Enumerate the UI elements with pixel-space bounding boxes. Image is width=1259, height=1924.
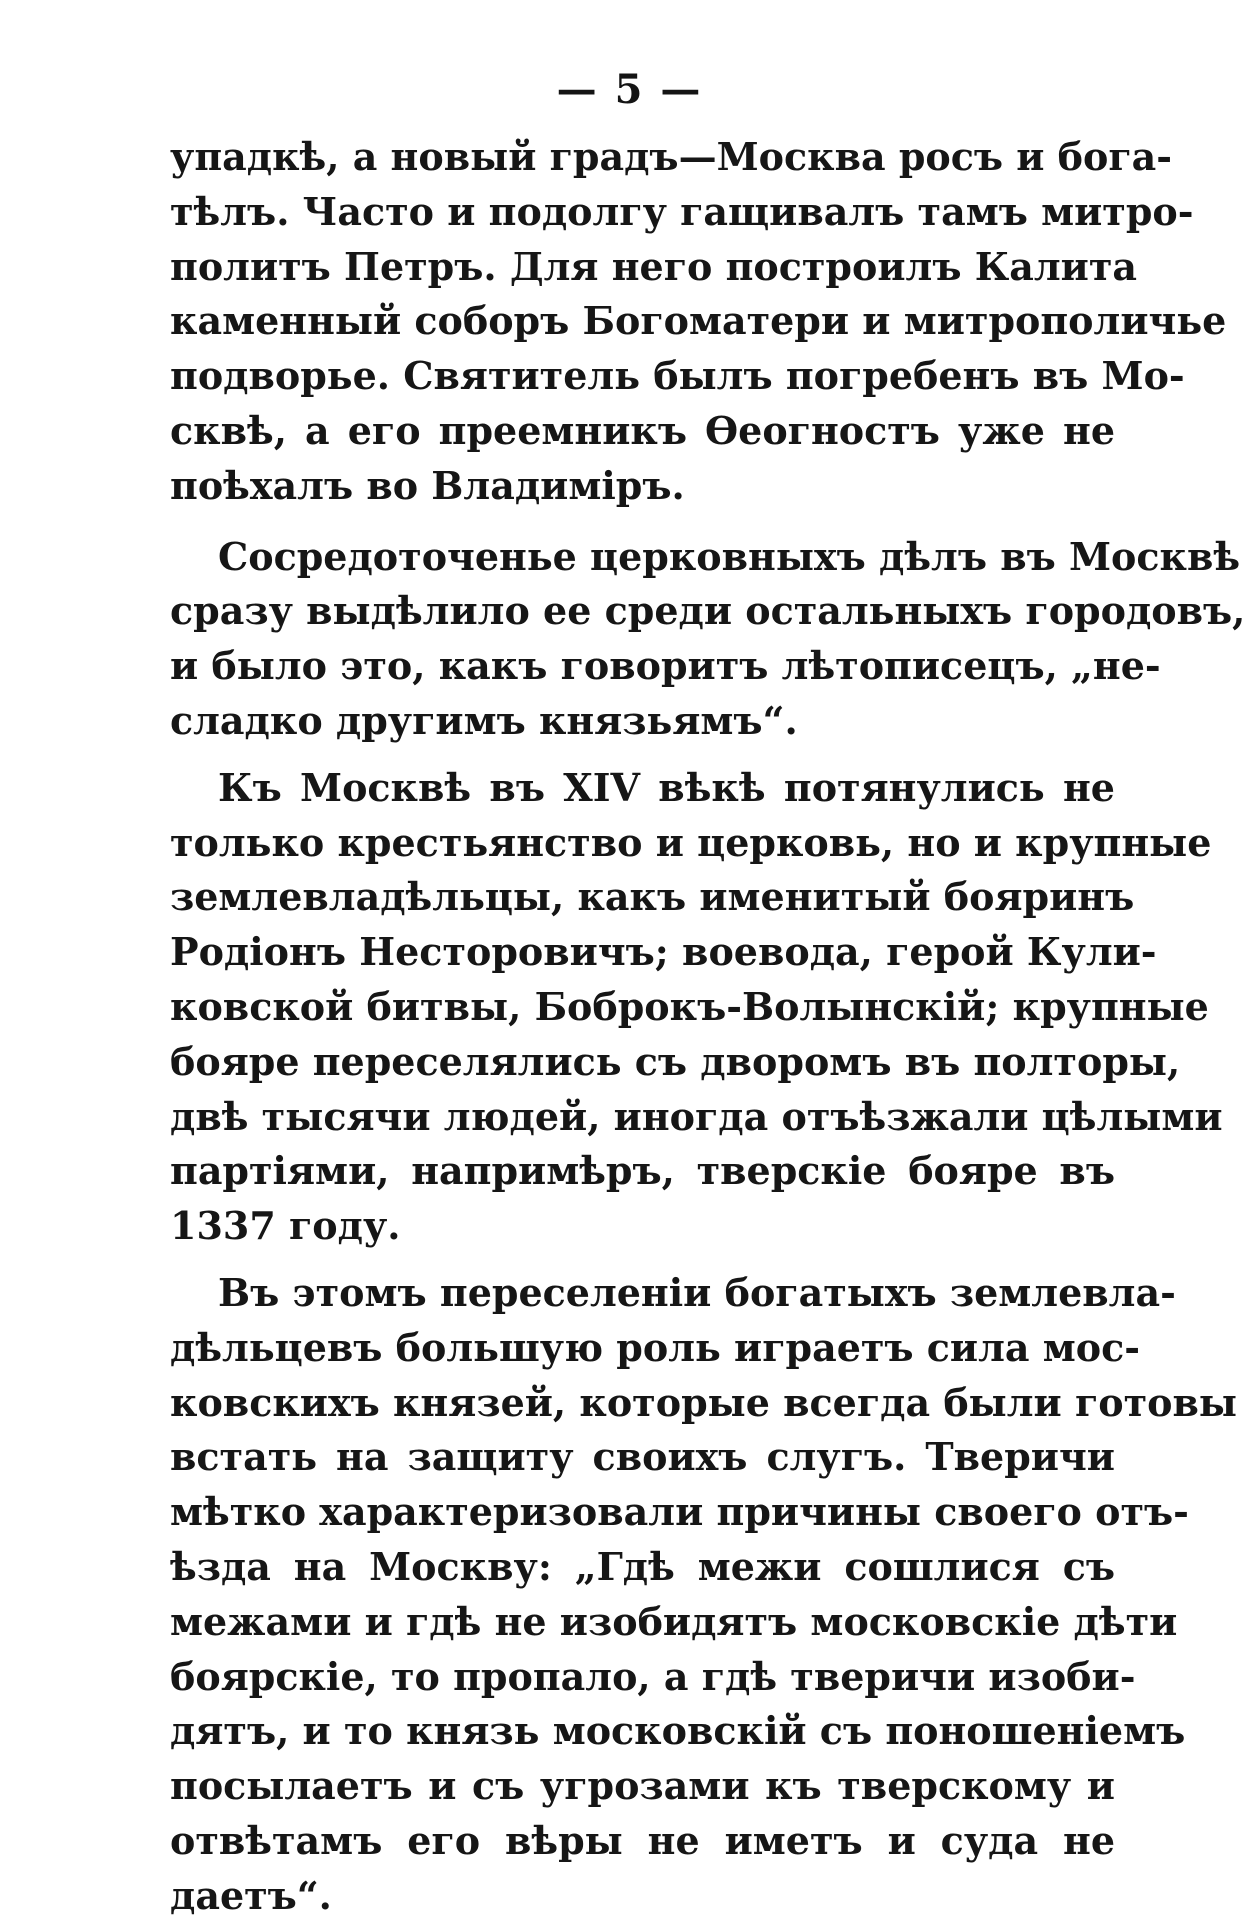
text-line: Сосредоточенье церковныхъ дѣлъ въ Москвѣ (218, 533, 1241, 579)
text-line: сразу выдѣлило ее среди остальныхъ городовъ, (170, 588, 1246, 634)
text-line: землевладѣльцы, какъ именитый бояринъ (170, 874, 1135, 920)
text-line: Родіонъ Несторовичъ; воевода, герой Кули- (170, 929, 1157, 975)
text-line: встать на защиту своихъ слугъ. Тверичи (170, 1434, 1115, 1480)
text-line: даетъ“. (170, 1872, 332, 1918)
text-line: отвѣтамъ его вѣры не иметъ и суда не (170, 1817, 1115, 1863)
text-line: боярскіе, то пропало, а гдѣ тверичи изоби- (170, 1653, 1136, 1699)
text-line: 1337 году. (170, 1203, 401, 1249)
paragraph-2 (170, 530, 1246, 749)
text-line: партіями, напримѣръ, тверскіе бояре въ (170, 1148, 1115, 1194)
paragraph-4 (170, 1266, 1237, 1924)
body-text (170, 130, 1246, 1924)
text-line: и было это, какъ говоритъ лѣтописецъ, „не- (170, 643, 1161, 689)
text-line: поѣхалъ во Владиміръ. (170, 462, 685, 508)
text-line: подворье. Святитель былъ погребенъ въ Мо- (170, 353, 1185, 399)
text-line: тѣлъ. Часто и подолгу гащивалъ тамъ митро- (170, 188, 1194, 234)
text-line: дѣльцевъ большую роль играетъ сила мос- (170, 1324, 1141, 1370)
text-line: двѣ тысячи людей, иногда отъѣзжали цѣлыми (170, 1093, 1223, 1139)
text-line: сквѣ, а его преемникъ Өеогностъ уже не (170, 407, 1115, 453)
text-line: только крестьянство и церковь, но и крупные (170, 819, 1212, 865)
text-line: бояре переселялись съ дворомъ въ полторы, (170, 1038, 1181, 1084)
text-line: каменный соборъ Богоматери и митрополичье (170, 298, 1227, 344)
text-line: ковской битвы, Боброкъ-Волынскій; крупные (170, 983, 1209, 1029)
text-line: межами и гдѣ не изобидятъ московскіе дѣти (170, 1598, 1178, 1644)
page-number: — 5 — (556, 66, 703, 113)
paragraph-1 (170, 130, 1227, 514)
text-line: Къ Москвѣ въ XIV вѣкѣ потянулись не (218, 764, 1115, 810)
text-line: политъ Петръ. Для него построилъ Калита (170, 243, 1138, 289)
text-line: посылаетъ и съ угрозами къ тверскому и (170, 1763, 1115, 1809)
paragraph-3 (170, 761, 1223, 1254)
text-line: ѣзда на Москву: „Гдѣ межи сошлися съ (170, 1543, 1115, 1589)
text-line: Въ этомъ переселеніи богатыхъ землевла- (218, 1269, 1176, 1315)
text-line: ковскихъ князей, которые всегда были готовы (170, 1379, 1237, 1425)
text-line: сладко другимъ князьямъ“. (170, 697, 798, 743)
text-line: мѣтко характеризовали причины своего отъ- (170, 1489, 1189, 1535)
text-line: упадкѣ, а новый градъ—Москва росъ и бога- (170, 134, 1173, 179)
text-line: дятъ, и то князь московскій съ поношеніемъ (170, 1708, 1186, 1754)
